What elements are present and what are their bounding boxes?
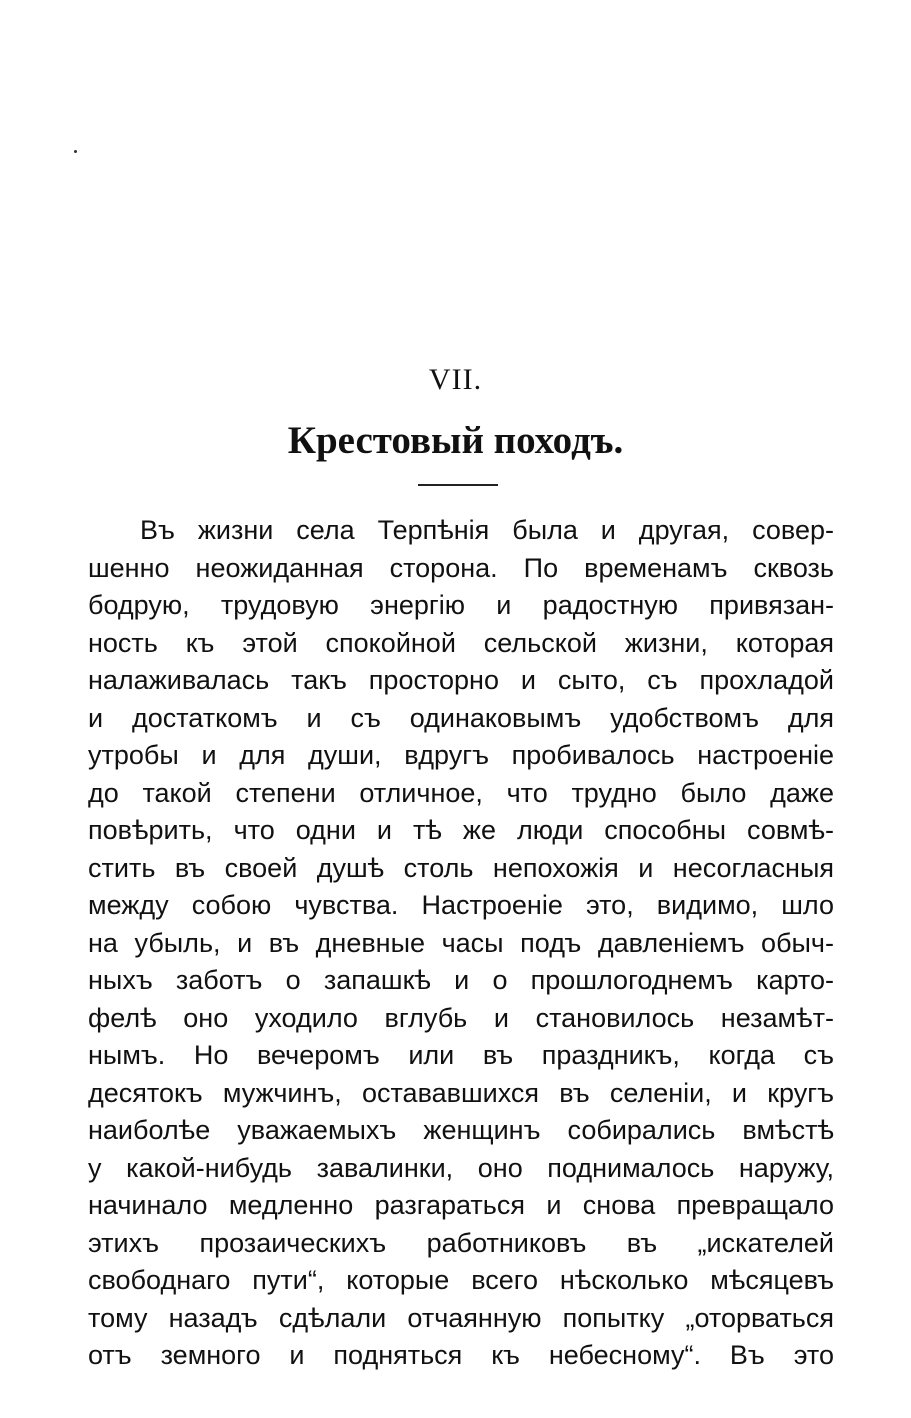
- chapter-title: Крестовый походъ.: [287, 419, 624, 462]
- text-line: ность къ этой спокойной сельской жизни, которая: [88, 627, 834, 658]
- text-line: бодрую, трудовую энергію и радостную привязан-: [88, 590, 834, 620]
- text-line: нымъ. Но вечеромъ или въ праздникъ, когда съ: [88, 1040, 834, 1070]
- text-line: повѣрить, что одни и тѣ же люди способны совмѣ-: [88, 815, 834, 845]
- text-line: наиболѣе уважаемыхъ женщинъ собирались вмѣстѣ: [88, 1115, 834, 1145]
- text-line: налаживалась такъ просторно и сыто, съ прохладой: [88, 665, 834, 695]
- text-line: отъ земного и подняться къ небесному“. Въ это: [88, 1340, 834, 1370]
- text-line: Въ жизни села Терпѣнія была и другая, совер-: [140, 515, 834, 545]
- text-line: и достаткомъ и съ одинаковымъ удобствомъ для: [88, 702, 834, 733]
- text-line: между собою чувства. Настроеніе это, видимо, шло: [88, 890, 834, 920]
- text-line: стить въ своей душѣ столь непохожія и несогласныя: [88, 852, 834, 883]
- text-line: ныхъ заботъ о запашкѣ и о прошлогоднемъ карто-: [88, 965, 834, 995]
- text-line: свободнаго пути“, которые всего нѣсколько мѣсяцевъ: [88, 1265, 834, 1295]
- text-line: до такой степени отличное, что трудно было даже: [88, 777, 834, 808]
- chapter-number: VII.: [428, 363, 483, 396]
- body-paragraph: [88, 512, 834, 1375]
- title-divider: [418, 484, 498, 486]
- text-line: этихъ прозаическихъ работниковъ въ „искателей: [88, 1227, 834, 1258]
- text-line: тому назадъ сдѣлали отчаянную попытку „оторваться: [88, 1302, 834, 1333]
- text-line: начинало медленно разгараться и снова превращало: [88, 1190, 834, 1220]
- text-line: утробы и для души, вдругъ пробивалось настроеніе: [88, 740, 834, 770]
- text-line: на убыль, и въ дневные часы подъ давленіемъ обыч-: [88, 927, 834, 958]
- text-line: фелѣ оно уходило вглубь и становилось незамѣт-: [88, 1002, 834, 1033]
- text-line: шенно неожиданная сторона. По временамъ сквозь: [88, 552, 834, 583]
- text-line: у какой-нибудь завалинки, оно поднималось наружу,: [88, 1152, 834, 1183]
- text-line: десятокъ мужчинъ, остававшихся въ селеніи, и кругъ: [88, 1077, 834, 1108]
- paper-speck: [74, 150, 77, 153]
